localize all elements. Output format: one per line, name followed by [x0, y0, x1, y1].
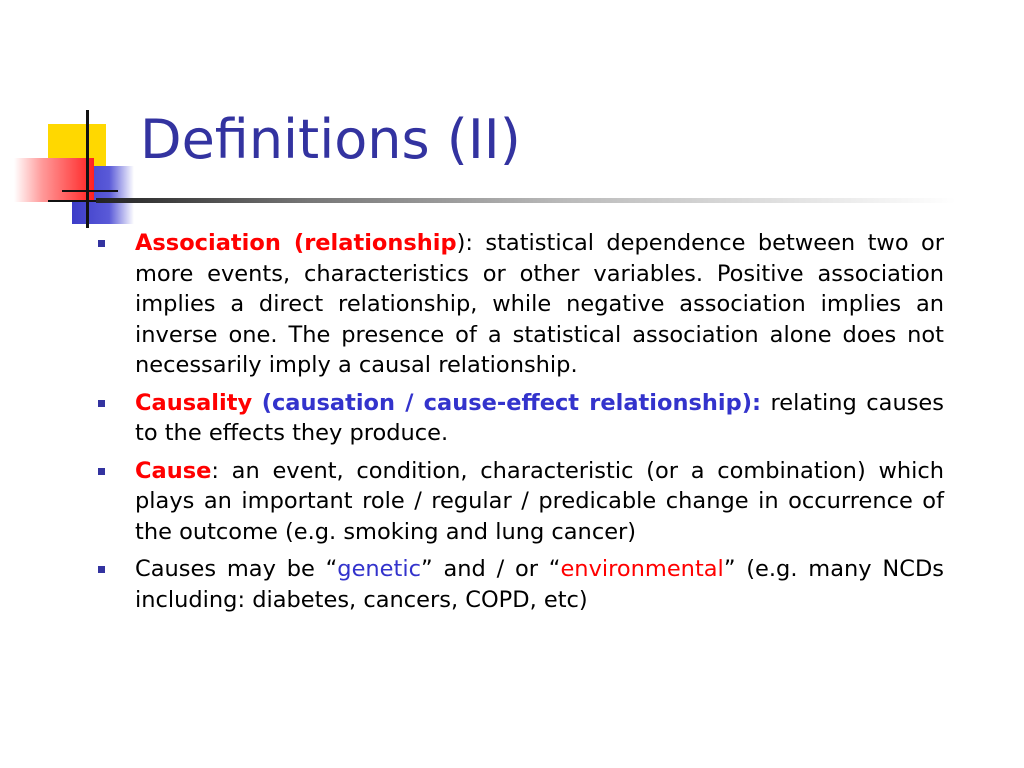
bullet-causes-types: [135, 554, 944, 615]
bullet-cause: [135, 456, 944, 548]
term-environmental: environmental: [560, 556, 724, 582]
decor-vertical-line: [86, 110, 89, 228]
bullet-square-icon: [98, 240, 105, 247]
definition-text: relating causes to the effects they produce.: [135, 389, 944, 446]
bullet-square-icon: [98, 468, 105, 475]
bullet-association: [135, 228, 944, 381]
decor-horizontal-line: [62, 190, 118, 192]
bullet-list: [135, 228, 944, 622]
slide-title: Definitions (II): [140, 108, 521, 171]
bullet-square-icon: [98, 566, 105, 573]
term-causality-synonyms: (causation / cause-effect relationship):: [261, 389, 761, 416]
definition-text: : an event, condition, characteristic (or a combination) which plays an important role / regular / predicable change in occurrence of the outcome (e.g. smoking and lung cancer): [135, 457, 944, 545]
text-part: Causes may be “: [135, 556, 338, 582]
term-association: Association (relationship: [135, 230, 457, 256]
term-genetic: genetic: [337, 556, 421, 582]
bullet-square-icon: [98, 400, 105, 407]
text-part: ” and / or “: [420, 556, 561, 582]
term-cause: Cause: [135, 457, 212, 484]
definition-text: ): statistical dependence between two or more events, characteristics or other variables. Positive association implies a direct relationship, while negative association implies an inverse one. The presence of a statistical association alone does not necessarily imply a causal relationship.: [135, 230, 945, 378]
term-causality: Causality: [135, 389, 253, 416]
text-part: ” (e.g. many NCDs including: diabetes, cancers, COPD, etc): [135, 556, 944, 613]
decor-red-square: [14, 158, 94, 202]
bullet-causality: [135, 388, 944, 449]
title-underline: [96, 198, 956, 203]
